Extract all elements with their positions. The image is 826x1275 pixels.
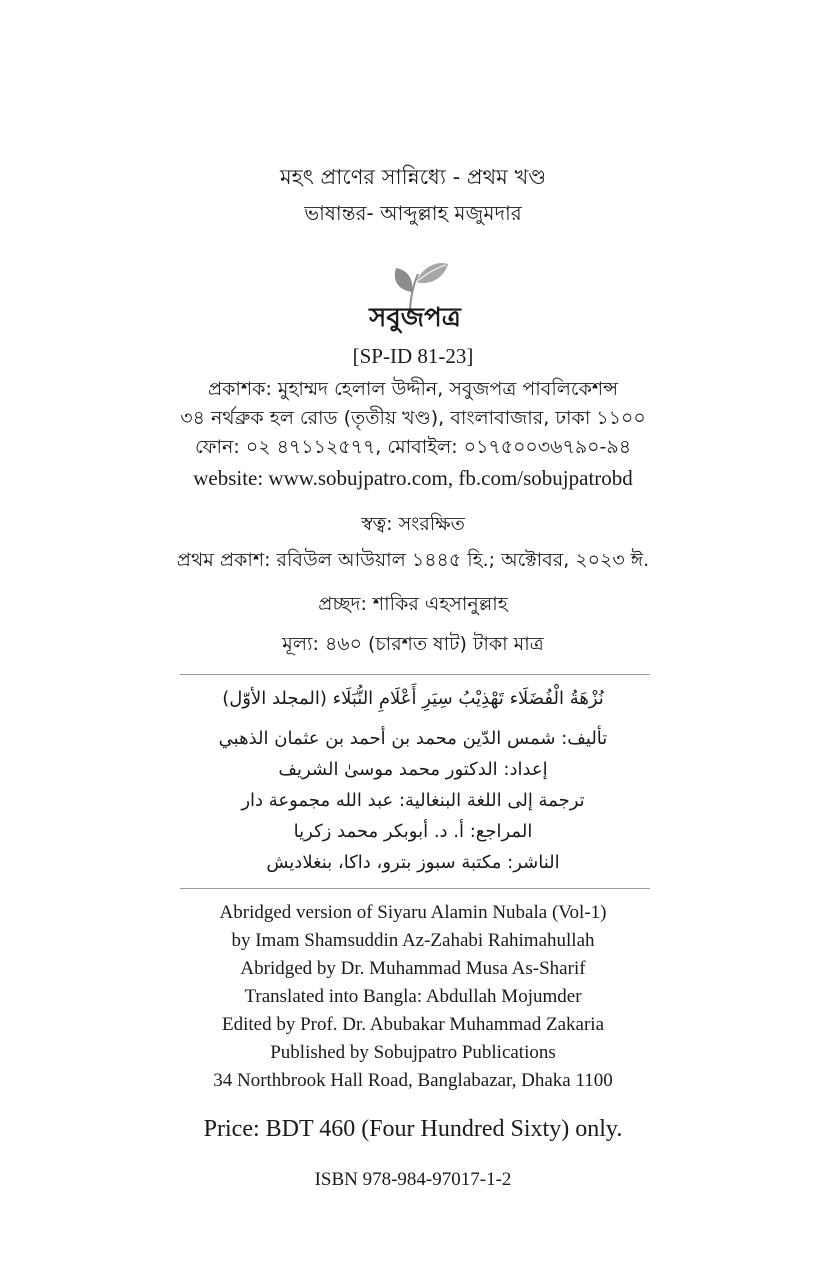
- translator-credit: ভাষান্তর- আব্দুল্লাহ মজুমদার: [304, 201, 522, 225]
- first-edition-line: প্রথম প্রকাশ: রবিউল আউয়াল ১৪৪৫ হি.; অক্টোবর, ২০২৩ ঈ.: [176, 549, 650, 571]
- english-line-5: Edited by Prof. Dr. Abubakar Muhammad Zakaria: [221, 1014, 604, 1035]
- publisher-line: প্রকাশক: মুহাম্মদ হেলাল উদ্দীন, সবুজপত্র পাবলিকেশন্স: [207, 378, 619, 400]
- english-line-4: Translated into Bangla: Abdullah Mojumder: [244, 986, 582, 1007]
- phone-line: ফোন: ০২ ৪৭১১২৫৭৭, মোবাইল: ০১৭৫০০৩৬৭৯০-৯৪: [194, 436, 632, 458]
- arabic-translation: ترجمة إلى اللغة البنغالية: عبد الله مجموعة دار: [241, 790, 585, 811]
- isbn: ISBN 978-984-97017-1-2: [314, 1169, 512, 1190]
- cover-designer-line: প্রচ্ছদ: শাকির এহসানুল্লাহ: [318, 593, 508, 615]
- price-bangla: মূল্য: ৪৬০ (চারশত ষাট) টাকা মাত্র: [282, 633, 544, 655]
- logo-text: সবুজপত্র: [369, 303, 461, 333]
- divider-bottom: [180, 888, 650, 889]
- address-line: ৩৪ নর্থব্রুক হল রোড (তৃতীয় খণ্ড), বাংলাবাজার, ঢাকা ১১০০: [180, 407, 646, 429]
- book-title: মহৎ প্রাণের সান্নিধ্যে - প্রথম খণ্ড: [279, 165, 547, 189]
- arabic-reviewer: المراجع: أ. د. أبوبكر محمد زكريا: [293, 821, 533, 842]
- english-line-2: by Imam Shamsuddin Az-Zahabi Rahimahullah: [231, 930, 595, 951]
- arabic-title: نُزْهَةُ الْفُضَلَاء تَهْذِيْبُ سِيَرِ أَعْلَامِ النُّبَلَاء (المجلد الأوّل): [222, 688, 604, 709]
- website-line: website: www.sobujpatro.com, fb.com/sobujpatrobd: [193, 466, 633, 490]
- arabic-prepared: إعداد: الدكتور محمد موسىٰ الشريف: [278, 759, 548, 780]
- rights-line: স্বত্ব: সংরক্ষিত: [361, 513, 465, 535]
- english-line-3: Abridged by Dr. Muhammad Musa As-Sharif: [240, 958, 586, 979]
- english-line-6: Published by Sobujpatro Publications: [270, 1042, 556, 1063]
- arabic-author: تأليف: شمس الدّين محمد بن أحمد بن عثمان الذهبي: [218, 728, 608, 749]
- publisher-logo: [350, 252, 480, 334]
- sp-id: [SP-ID 81-23]: [352, 344, 474, 368]
- arabic-publisher: الناشر: مكتبة سبوز بترو، داكا، بنغلاديش: [266, 852, 560, 873]
- english-line-7: 34 Northbrook Hall Road, Banglabazar, Dhaka 1100: [213, 1070, 613, 1091]
- english-line-1: Abridged version of Siyaru Alamin Nubala (Vol-1): [219, 902, 607, 923]
- price-english: Price: BDT 460 (Four Hundred Sixty) only.: [203, 1116, 623, 1142]
- divider-top: [180, 674, 650, 675]
